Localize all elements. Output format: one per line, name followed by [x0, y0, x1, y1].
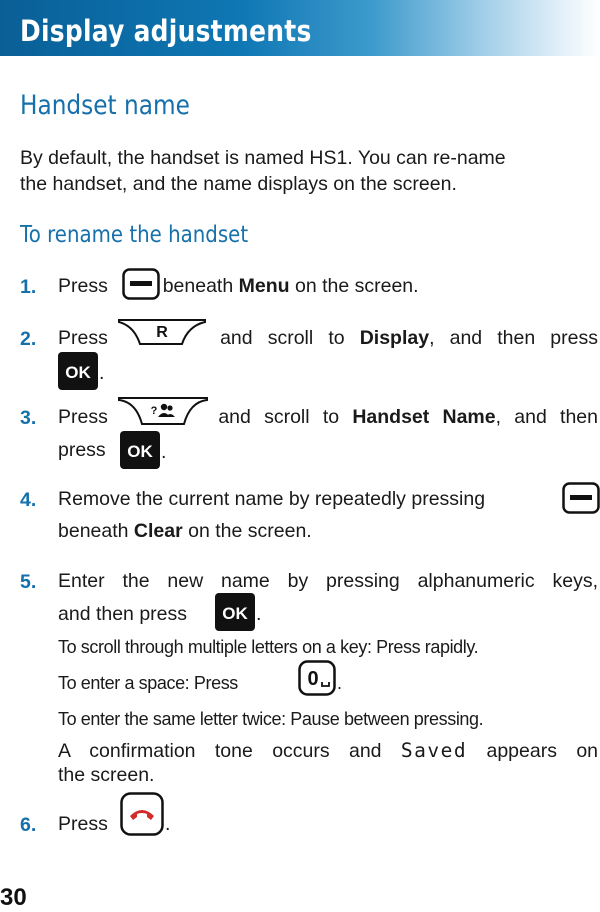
svg-text:OK: OK	[127, 442, 153, 461]
confirmation-text-line-2: the screen.	[58, 764, 155, 786]
step-text: Press	[58, 813, 108, 835]
intercom-key-icon	[118, 396, 208, 426]
end-call-key-icon	[120, 792, 164, 836]
left-soft-key-icon	[122, 268, 160, 300]
step-text: Press beneath Menu on the screen.	[58, 275, 419, 297]
left-soft-key-icon	[562, 482, 600, 514]
step-number: 3.	[20, 407, 37, 429]
ok-key-icon	[215, 593, 255, 631]
step-text: Press and scroll to Handset Name, and then	[58, 406, 598, 428]
note-scroll-letters: To scroll through multiple letters on a key: Press rapidly.	[58, 637, 479, 657]
section-title: Handset name	[20, 90, 190, 121]
step-number: 1.	[20, 276, 37, 298]
ok-key-icon	[58, 352, 98, 390]
intro-paragraph	[20, 145, 598, 197]
intro-line-2: the handset, and the name displays on the screen.	[20, 173, 457, 195]
step-text-line-2: beneath Clear on the screen.	[58, 520, 312, 542]
step-text-line-2: press	[58, 439, 106, 461]
ok-key-icon	[120, 431, 160, 469]
confirmation-text: A confirmation tone occurs and Saved appears on	[58, 739, 599, 762]
intro-line-1: By default, the handset is named HS1. You can re-name	[20, 147, 506, 169]
svg-text:R: R	[156, 324, 168, 341]
zero-key-icon	[298, 660, 336, 696]
note-same-letter: To enter the same letter twice: Pause between pressing.	[58, 709, 484, 729]
svg-text:OK: OK	[222, 604, 248, 623]
page-number: 30	[0, 884, 27, 911]
step-number: 5.	[20, 571, 37, 593]
note-space: To enter a space: Press	[58, 673, 238, 693]
step-text: Remove the current name by repeatedly pressing	[58, 488, 486, 510]
display-saved-text: Saved	[400, 739, 468, 762]
right-key-icon	[118, 318, 206, 346]
step-number: 2.	[20, 328, 37, 350]
step-number: 6.	[20, 814, 37, 836]
subsection-title: To rename the handset	[20, 222, 249, 248]
svg-text:OK: OK	[65, 363, 91, 382]
svg-text:?: ?	[150, 405, 158, 417]
step-text: Press and scroll to Display, and then press	[58, 327, 598, 349]
svg-text:0: 0	[307, 668, 319, 690]
header-banner	[0, 0, 600, 56]
step-text: Enter the new name by pressing alphanumeric keys,	[58, 570, 598, 592]
step-number: 4.	[20, 489, 37, 511]
step-text-line-2: and then press	[58, 603, 188, 625]
chapter-title: Display adjustments	[20, 14, 312, 48]
